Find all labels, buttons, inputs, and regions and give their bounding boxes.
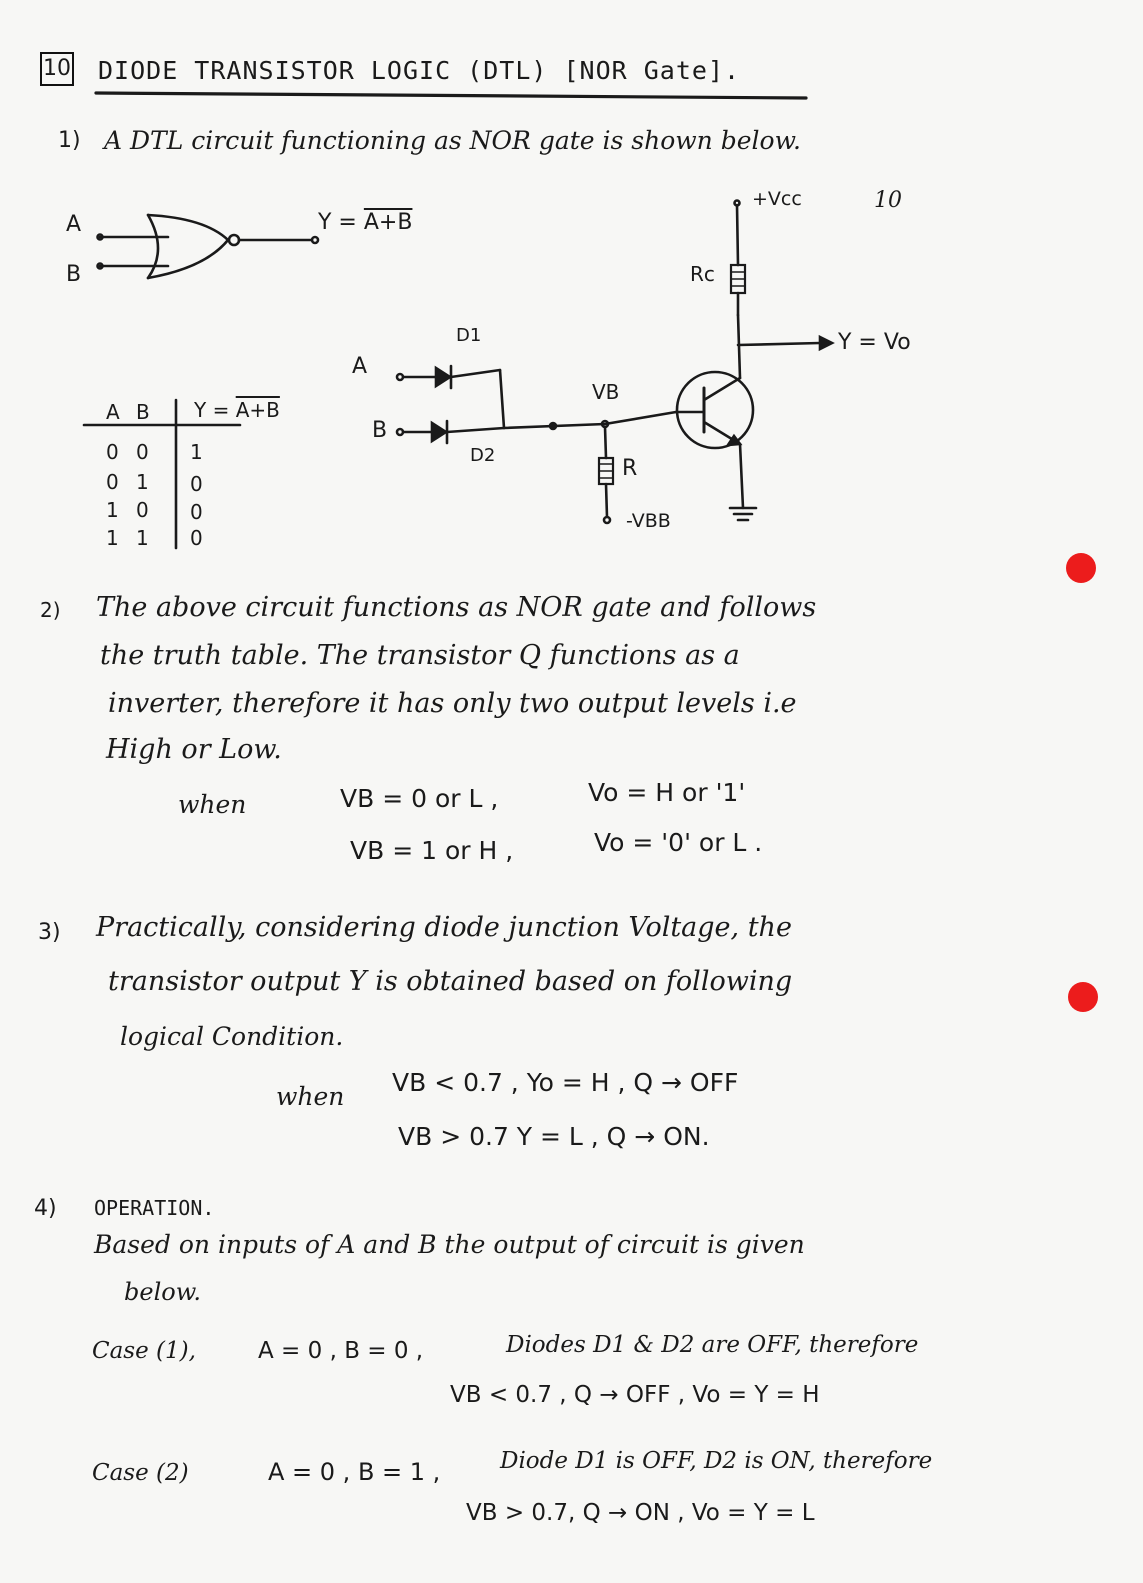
point4-marker: 4) — [34, 1196, 57, 1221]
tt-cell: 1 — [106, 526, 119, 550]
case1-diodes: Diodes D1 & D2 are OFF, therefore — [506, 1332, 919, 1358]
point2-cond2-vo: Vo = '0' or L . — [594, 828, 763, 857]
tt-cell: 1 — [136, 526, 149, 550]
symbol-output-expr: A+B — [363, 210, 413, 235]
vbb-label: -VBB — [626, 510, 671, 532]
vb-label: VB — [592, 380, 620, 404]
point2-line-3: inverter, therefore it has only two output levels i.e — [108, 688, 797, 719]
tt-cell: 0 — [106, 470, 119, 494]
point3-cond1: VB < 0.7 , Yo = H , Q → OFF — [392, 1068, 739, 1097]
symbol-output-prefix: Y = — [318, 210, 364, 235]
tt-header-y-prefix: Y = — [194, 398, 236, 422]
point3-when: when — [276, 1082, 345, 1111]
symbol-input-a: A — [66, 212, 82, 237]
tt-cell: 0 — [106, 440, 119, 464]
point2-marker: 2) — [40, 598, 61, 622]
point1-marker: 1) — [58, 128, 81, 153]
red-marker-dot — [1068, 982, 1098, 1012]
point1-text: A DTL circuit functioning as NOR gate is shown below. — [104, 126, 801, 155]
point2-cond2-vb: VB = 1 or H , — [350, 836, 514, 865]
symbol-output — [318, 212, 412, 234]
tt-header-b: B — [136, 400, 150, 424]
tt-header-y — [194, 400, 280, 420]
point3-line-1: Practically, considering diode junction Voltage, the — [96, 912, 792, 943]
case2-label: Case (2) — [92, 1460, 189, 1486]
margin-note: 10 — [874, 188, 902, 213]
point4-line-1: Based on inputs of A and B the output of circuit is given — [94, 1230, 805, 1259]
dtl-circuit — [397, 201, 832, 524]
tt-cell: 1 — [136, 470, 149, 494]
point2-cond1-vo: Vo = H or '1' — [588, 778, 746, 807]
case1-result: VB < 0.7 , Q → OFF , Vo = Y = H — [450, 1382, 820, 1408]
point4-heading: OPERATION. — [94, 1196, 215, 1220]
vcc-label: +Vcc — [752, 188, 802, 210]
point4-line-2: below. — [124, 1278, 202, 1306]
page-title: DIODE TRANSISTOR LOGIC (DTL) [NOR Gate]. — [98, 56, 741, 85]
case1-inputs: A = 0 , B = 0 , — [258, 1338, 424, 1364]
title-underline — [96, 93, 806, 98]
case1-label: Case (1), — [92, 1338, 196, 1364]
tt-cell: 1 — [106, 498, 119, 522]
d1-label: D1 — [456, 325, 482, 346]
point3-line-2: transistor output Y is obtained based on following — [108, 966, 793, 997]
point2-line-2: the truth table. The transistor Q functions as a — [100, 640, 740, 671]
case2-result: VB > 0.7, Q → ON , Vo = Y = L — [466, 1500, 815, 1526]
tt-header-a: A — [106, 400, 120, 424]
tt-cell: 0 — [136, 440, 149, 464]
rc-label: Rc — [690, 262, 715, 286]
d2-label: D2 — [470, 445, 496, 466]
point3-cond2: VB > 0.7 Y = L , Q → ON. — [398, 1122, 710, 1151]
case2-diodes: Diode D1 is OFF, D2 is ON, therefore — [500, 1448, 933, 1474]
r-label: R — [622, 456, 638, 481]
case2-inputs: A = 0 , B = 1 , — [268, 1458, 441, 1486]
point2-when: when — [178, 790, 247, 819]
point2-line-4: High or Low. — [106, 734, 282, 765]
red-marker-dot — [1066, 553, 1096, 583]
point2-line-1: The above circuit functions as NOR gate and follows — [96, 592, 817, 623]
tt-cell: 1 — [190, 440, 203, 464]
output-label: Y = Vo — [838, 330, 911, 355]
circuit-input-a: A — [352, 354, 368, 379]
circuit-input-b: B — [372, 418, 388, 443]
section-number: 10 — [40, 52, 74, 86]
tt-cell: 0 — [190, 526, 203, 550]
tt-cell: 0 — [136, 498, 149, 522]
point3-marker: 3) — [38, 920, 61, 945]
symbol-input-b: B — [66, 262, 82, 287]
nor-gate-symbol — [98, 215, 319, 278]
point2-cond1-vb: VB = 0 or L , — [340, 784, 499, 813]
tt-cell: 0 — [190, 472, 203, 496]
tt-header-y-expr: A+B — [235, 398, 280, 422]
point3-line-3: logical Condition. — [120, 1022, 344, 1051]
tt-cell: 0 — [190, 500, 203, 524]
